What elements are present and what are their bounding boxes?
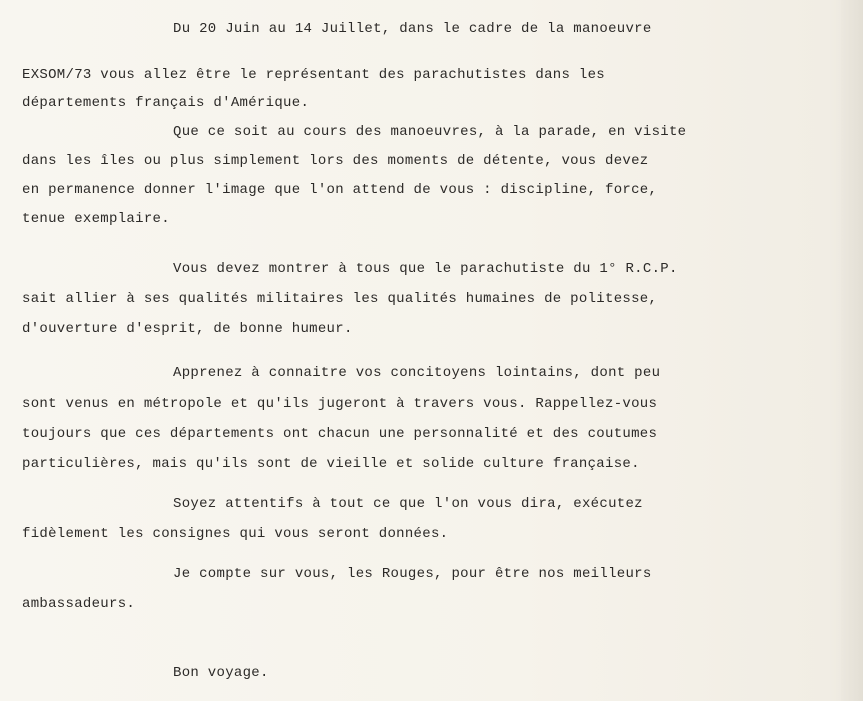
letter-line: particulières, mais qu'ils sont de vieille et solide culture française. xyxy=(22,456,640,472)
letter-line: Apprenez à connaitre vos concitoyens lointains, dont peu xyxy=(173,365,661,381)
letter-line: départements français d'Amérique. xyxy=(22,95,310,111)
letter-line: EXSOM/73 vous allez être le représentant des parachutistes dans les xyxy=(22,67,605,83)
letter-line: d'ouverture d'esprit, de bonne humeur. xyxy=(22,321,353,337)
letter-line: dans les îles ou plus simplement lors des moments de détente, vous devez xyxy=(22,153,649,169)
letter-line: ambassadeurs. xyxy=(22,596,136,612)
letter-line: Que ce soit au cours des manoeuvres, à la parade, en visite xyxy=(173,124,687,140)
letter-line: Vous devez montrer à tous que le parachutiste du 1° R.C.P. xyxy=(173,261,678,277)
letter-line: en permanence donner l'image que l'on attend de vous : discipline, force, xyxy=(22,182,658,198)
letter-line: Soyez attentifs à tout ce que l'on vous dira, exécutez xyxy=(173,496,643,512)
letter-line: Du 20 Juin au 14 Juillet, dans le cadre de la manoeuvre xyxy=(173,21,652,37)
letter-closing: Bon voyage. xyxy=(173,665,269,681)
page-edge-shadow xyxy=(841,0,863,701)
letter-line: sont venus en métropole et qu'ils jugeront à travers vous. Rappellez-vous xyxy=(22,396,658,412)
letter-line: fidèlement les consignes qui vous seront données. xyxy=(22,526,449,542)
letter-line: Je compte sur vous, les Rouges, pour être nos meilleurs xyxy=(173,566,652,582)
letter-line: sait allier à ses qualités militaires les qualités humaines de politesse, xyxy=(22,291,658,307)
letter-line: tenue exemplaire. xyxy=(22,211,170,227)
letter-line: toujours que ces départements ont chacun une personnalité et des coutumes xyxy=(22,426,658,442)
